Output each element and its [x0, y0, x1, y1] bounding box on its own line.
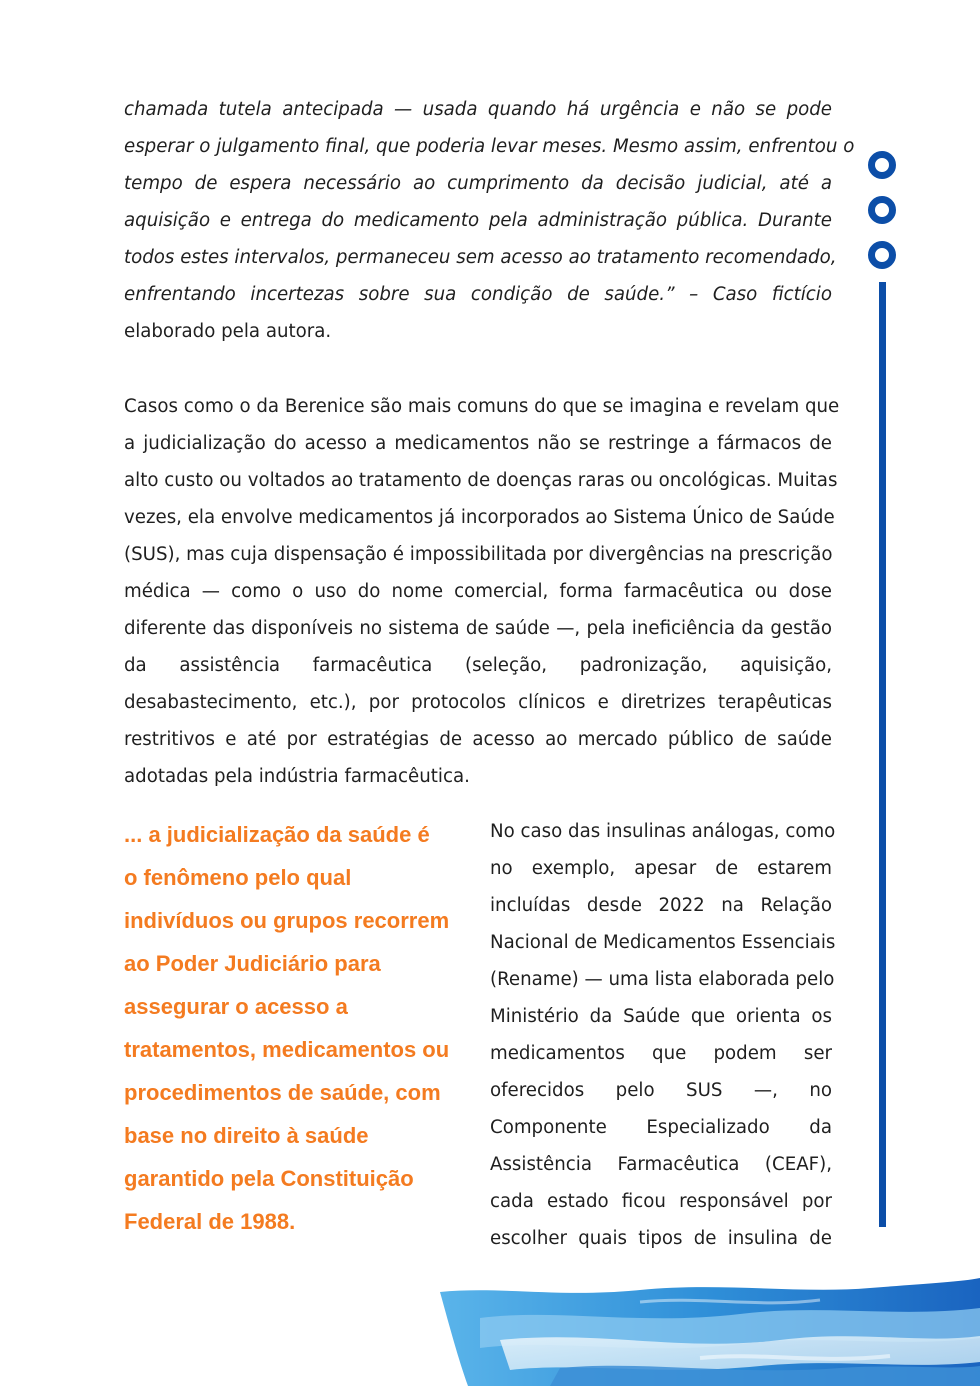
text-line: alto custo ou voltados ao tratamento de doenças raras ou oncológicas. Muitas: [124, 470, 838, 491]
text-line: a judicialização do acesso a medicamentos não se restringe a fármacos de: [124, 433, 832, 454]
pull-quote-line: assegurar o acesso a: [124, 994, 348, 1019]
text-line: Nacional de Medicamentos Essenciais: [490, 932, 836, 953]
vertical-accent-bar: [879, 282, 886, 1227]
circle-ring-icon: [868, 196, 896, 224]
text-line: cada estado ficou responsável por: [490, 1191, 832, 1212]
text-line: enfrentando incertezas sobre sua condição de saúde.” – Caso fictício: [124, 284, 832, 305]
pull-quote-line: ... a judicialização da saúde é: [124, 822, 430, 847]
text-line: da assistência farmacêutica (seleção, padronização, aquisição,: [124, 655, 832, 676]
text-line: esperar o julgamento final, que poderia levar meses. Mesmo assim, enfrentou o: [124, 136, 855, 157]
text-line: Componente Especializado da: [490, 1117, 832, 1138]
text-line: incluídas desde 2022 na Relação: [490, 895, 832, 916]
pull-quote-line: garantido pela Constituição: [124, 1166, 414, 1191]
text-line: Assistência Farmacêutica (CEAF),: [490, 1154, 832, 1175]
text-line: diferente das disponíveis no sistema de saúde —, pela ineficiência da gestão: [124, 618, 832, 639]
text-line: aquisição e entrega do medicamento pela administração pública. Durante: [124, 210, 832, 231]
text-line: elaborado pela autora.: [124, 321, 332, 342]
text-line: adotadas pela indústria farmacêutica.: [124, 766, 470, 787]
text-line: Ministério da Saúde que orienta os: [490, 1006, 832, 1027]
pull-quote-line: Federal de 1988.: [124, 1209, 296, 1234]
blue-wave-decoration: [440, 1278, 980, 1386]
pull-quote-line: tratamentos, medicamentos ou: [124, 1037, 450, 1062]
text-line: médica — como o uso do nome comercial, forma farmacêutica ou dose: [124, 581, 832, 602]
text-line: tempo de espera necessário ao cumprimento da decisão judicial, até a: [124, 173, 832, 194]
text-line: vezes, ela envolve medicamentos já incorporados ao Sistema Único de Saúde: [124, 507, 835, 528]
text-line: todos estes intervalos, permaneceu sem acesso ao tratamento recomendado,: [124, 247, 837, 268]
text-line: (SUS), mas cuja dispensação é impossibilitada por divergências na prescrição: [124, 544, 833, 565]
text-line: Casos como o da Berenice são mais comuns do que se imagina e revelam que: [124, 396, 840, 417]
text-line: oferecidos pelo SUS —, no: [490, 1080, 832, 1101]
pull-quote-line: procedimentos de saúde, com: [124, 1080, 441, 1105]
pull-quote-line: indivíduos ou grupos recorrem: [124, 908, 450, 933]
text-line: desabastecimento, etc.), por protocolos clínicos e diretrizes terapêuticas: [124, 692, 832, 713]
text-line: escolher quais tipos de insulina de: [490, 1228, 832, 1249]
text-line: medicamentos que podem ser: [490, 1043, 832, 1064]
pull-quote-line: ao Poder Judiciário para: [124, 951, 381, 976]
text-line: restritivos e até por estratégias de acesso ao mercado público de saúde: [124, 729, 832, 750]
text-line: no exemplo, apesar de estarem: [490, 858, 832, 879]
text-line: No caso das insulinas análogas, como: [490, 821, 836, 842]
text-line: (Rename) — uma lista elaborada pelo: [490, 969, 835, 990]
pull-quote-line: base no direito à saúde: [124, 1123, 369, 1148]
circle-ring-icon: [868, 151, 896, 179]
text-line: chamada tutela antecipada — usada quando há urgência e não se pode: [124, 99, 832, 120]
circle-ring-icon: [868, 241, 896, 269]
pull-quote-line: o fenômeno pelo qual: [124, 865, 352, 890]
